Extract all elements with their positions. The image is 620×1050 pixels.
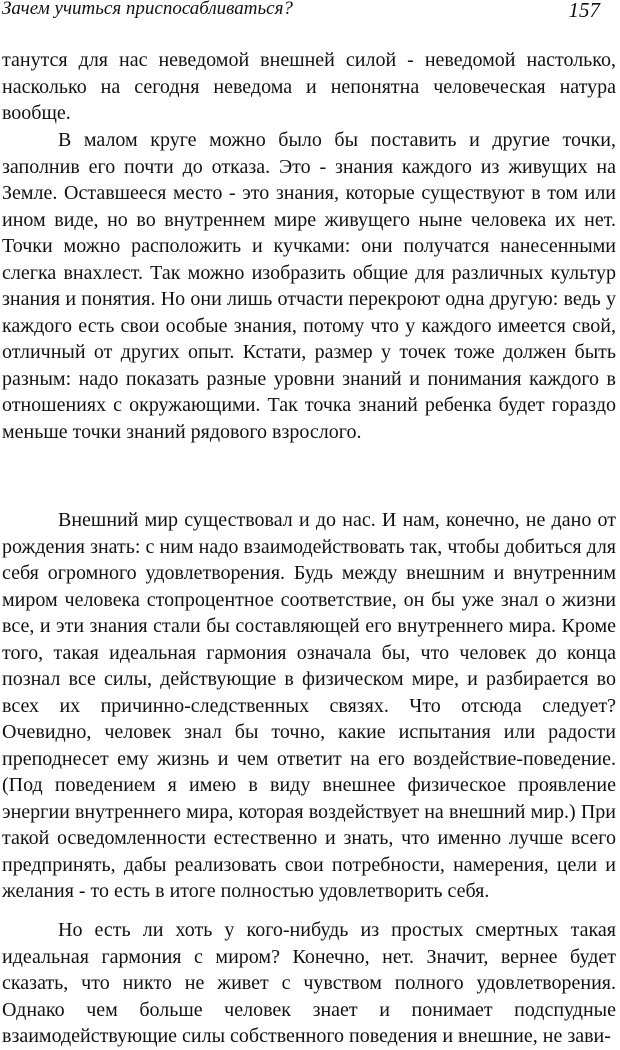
paragraph-continuation: танутся для нас неведомой внешней силой - неведомой настолько, насколько на сегодня неведома и непонятна человеческая натура вообще. xyxy=(2,49,616,124)
paragraph-harmony: Но есть ли хоть у кого-нибудь из простых смертных такая идеальная гармония с миром? Конечно, нет. Значит, вернее будет сказать, что никто не живет с чувством полного удовлетворения. Однако чем больше человек знает и понимает подспудные взаимодействующие силы собственного поведения и внешние, не зави- xyxy=(2,919,616,1047)
paragraph-outer-world: Внешний мир существовал и до нас. И нам, конечно, не дано от рождения знать: с ним надо взаимодействовать так, чтобы добиться для себя огромного удовлетворения. Будь между внешним и внутренним миром человека стопроцентное соответствие, он бы уже знал о жизни все, и эти знания стали бы составляющей его внутреннего мира. Кроме того, такая идеальная гармония означала бы, что человек до конца познал все силы, действующие в физическом мире, и разбирается во всех их причинно-следственных связях. Что отсюда следует? Очевидно, человек знал бы точно, какие испытания или радости преподнесет ему жизнь и чем ответит на его воздействие-поведение. (Под поведением я имею в виду внешнее физическое проявление энергии внутреннего мира, которая воздействует на внешний мир.) При такой осведомленности естественно и знать, что именно лучше всего предпринять, дабы реализовать свои потребности, намерения, цели и желания - то есть в итоге полностью удовлетворить себя. xyxy=(2,509,616,902)
paragraph-small-circle: В малом круге можно было бы поставить и другие точки, заполнив его почти до отказа. Это - знания каждого из живущих на Земле. Оставшееся место - это знания, которые существуют в том или ином виде, но во внутреннем мире живущего ныне человека их нет. Точки можно расположить и кучками: они получатся нанесенными слегка внахлест. Так можно изобразить общие для различных культур знания и понятия. Но они лишь отчасти перекроют одна другую: ведь у каждого есть свои особые знания, потому что у каждого имеется свой, отличный от других опыт. Кстати, размер у точек тоже должен быть разным: надо показать разные уровни знаний и понимания каждого в отношениях с окружающими. Так точка знаний ребенка будет гораздо меньше точки знаний рядового взрослого. xyxy=(2,129,616,443)
running-title: Зачем учиться приспосабливаться? xyxy=(2,0,293,19)
page-header xyxy=(0,0,620,22)
page-number: 157 xyxy=(568,0,600,22)
